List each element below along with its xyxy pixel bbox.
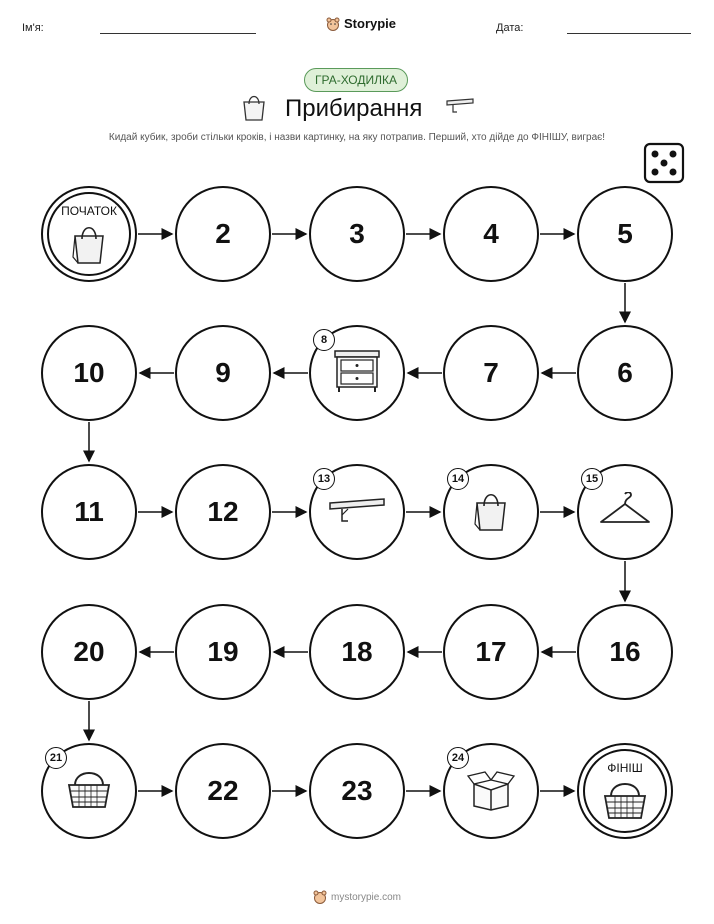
hanger-icon [597,492,653,533]
square-number: 6 [617,357,633,388]
square-number: 23 [341,775,373,806]
brand-name: Storypie [344,16,397,31]
square-number: 12 [207,496,239,527]
bag-icon [471,488,511,537]
board-square-14[interactable] [443,464,539,560]
square-number: 17 [475,636,507,667]
board-square-7[interactable] [443,325,539,421]
box-icon [466,766,516,817]
start-square[interactable] [41,186,137,282]
board-square-18[interactable] [309,604,405,700]
square-number-badge: 24 [447,747,469,769]
square-number: 20 [73,636,105,667]
board-square-24[interactable] [443,743,539,839]
board-square-2[interactable] [175,186,271,282]
board-square-23[interactable] [309,743,405,839]
board-square-10[interactable] [41,325,137,421]
finish-square[interactable] [577,743,673,839]
square-number-badge: 21 [45,747,67,769]
square-number: 7 [483,357,499,388]
board-square-21[interactable] [41,743,137,839]
board-square-16[interactable] [577,604,673,700]
square-number: 9 [215,357,231,388]
finish-label: ФІНІШ [607,761,643,775]
square-number: 10 [73,357,105,388]
board-square-4[interactable] [443,186,539,282]
board-square-12[interactable] [175,464,271,560]
square-number-badge: 14 [447,468,469,490]
bag-icon [69,221,109,270]
board-square-22[interactable] [175,743,271,839]
game-type-badge: ГРА-ХОДИЛКА [304,68,408,92]
square-number: 19 [207,636,239,667]
footer [0,890,714,904]
board-square-6[interactable] [577,325,673,421]
board-square-3[interactable] [309,186,405,282]
square-number: 11 [74,496,104,527]
square-number: 5 [617,218,633,249]
square-number-badge: 8 [313,329,335,351]
start-label: ПОЧАТОК [61,204,117,218]
board-square-19[interactable] [175,604,271,700]
square-number: 18 [341,636,373,667]
page-title: Прибирання [285,95,423,122]
board-square-20[interactable] [41,604,137,700]
square-number: 2 [215,218,231,249]
instructions: Кидай кубик, зроби стільки кроків, і назви картинку, на яку потрапив. Перший, хто дійде до ФІНІШУ, виграє! [108,132,606,143]
square-number: 4 [483,218,499,249]
date-label: Дата: [496,22,524,34]
board-square-9[interactable] [175,325,271,421]
bear-icon [313,890,327,904]
square-number-badge: 13 [313,468,335,490]
board-square-17[interactable] [443,604,539,700]
footer-site: mystorypie.com [330,891,401,903]
board-square-13[interactable] [309,464,405,560]
board-square-15[interactable] [577,464,673,560]
board-square-5[interactable] [577,186,673,282]
name-label: Ім'я: [22,22,44,34]
basket-icon [601,778,649,827]
square-number: 22 [207,775,239,806]
square-number-badge: 15 [581,468,603,490]
shelf-icon [326,493,388,532]
square-number: 16 [609,636,641,667]
square-number: 3 [349,218,365,249]
board-square-11[interactable] [41,464,137,560]
nightstand-icon [329,347,385,400]
board-square-8[interactable] [309,325,405,421]
basket-icon [65,767,113,816]
